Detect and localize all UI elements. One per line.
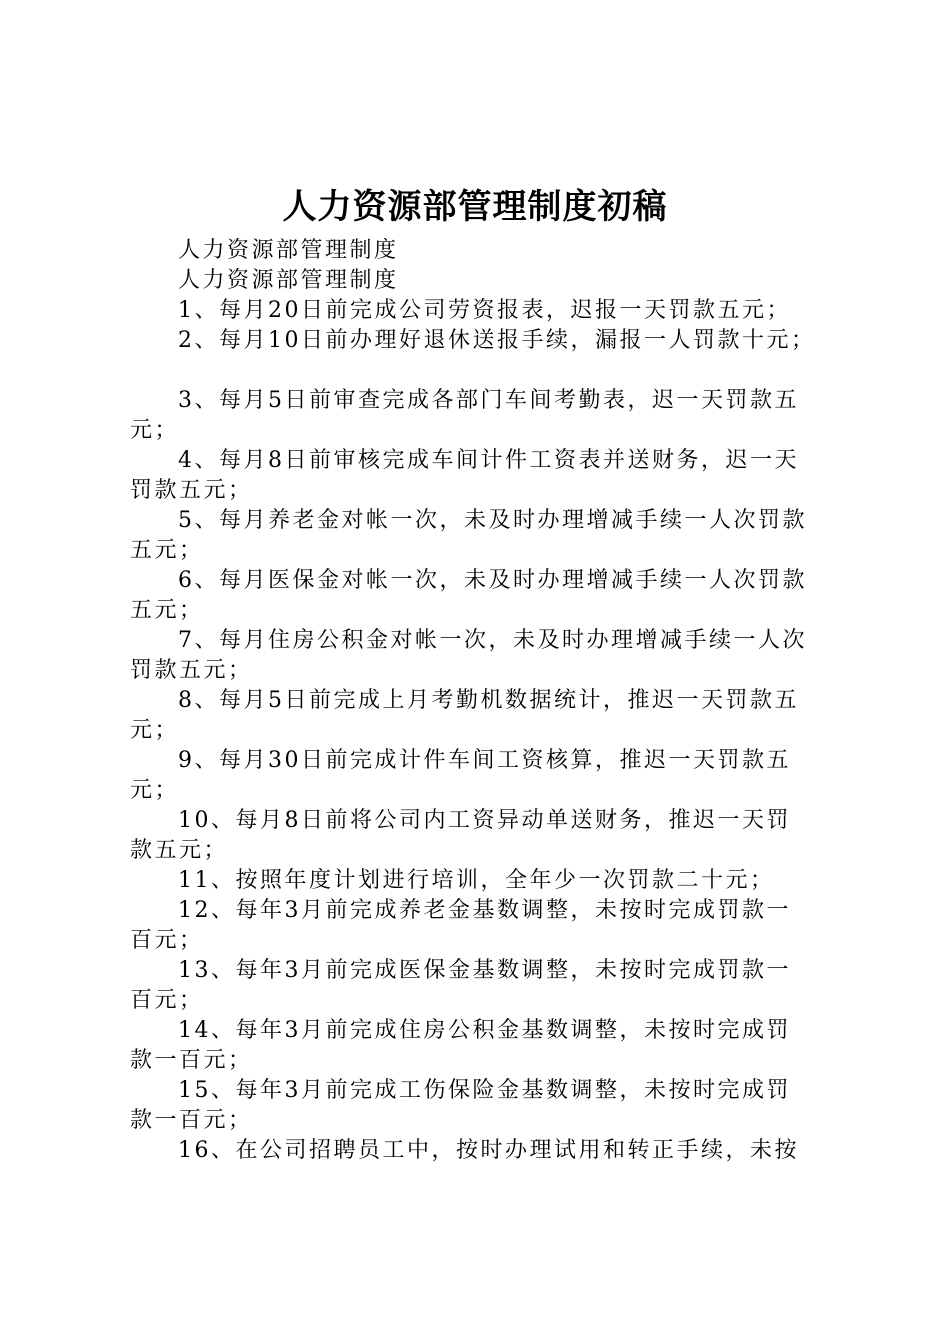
blank-line	[130, 356, 832, 386]
rule-item-7-continued: 罚款五元；	[130, 658, 253, 683]
rule-item-7: 7、每月住房公积金对帐一次，未及时办理增减手续一人次	[178, 628, 807, 653]
subtitle-line: 人力资源部管理制度	[178, 268, 399, 293]
rule-item-15: 15、每年3月前完成工伤保险金基数调整，未按时完成罚	[178, 1078, 791, 1103]
rule-item-13: 13、每年3月前完成医保金基数调整，未按时完成罚款一	[178, 958, 791, 983]
rule-item-12-continued: 百元；	[130, 928, 204, 953]
rule-item-8: 8、每月5日前完成上月考勤机数据统计，推迟一天罚款五	[178, 688, 799, 713]
rule-item-14: 14、每年3月前完成住房公积金基数调整，未按时完成罚	[178, 1018, 791, 1043]
rule-item-8-continued: 元；	[130, 718, 180, 743]
rule-item-10: 10、每月8日前将公司内工资异动单送财务，推迟一天罚	[178, 808, 791, 833]
rule-item-10-continued: 款五元；	[130, 838, 229, 863]
document-body	[130, 236, 832, 1166]
document-title: 人力资源部管理制度初稿	[282, 187, 668, 227]
rule-item-9-continued: 元；	[130, 778, 180, 803]
rule-item-11: 11、按照年度计划进行培训，全年少一次罚款二十元；	[178, 868, 775, 893]
rule-item-15-continued: 款一百元；	[130, 1108, 253, 1133]
rule-item-2: 2、每月10日前办理好退休送报手续，漏报一人罚款十元；	[178, 328, 816, 353]
rule-item-12: 12、每年3月前完成养老金基数调整，未按时完成罚款一	[178, 898, 791, 923]
rule-item-9: 9、每月30日前完成计件车间工资核算，推迟一天罚款五	[178, 748, 791, 773]
rule-item-1: 1、每月20日前完成公司劳资报表，迟报一天罚款五元；	[178, 298, 791, 323]
rule-item-3-continued: 元；	[130, 418, 180, 443]
rule-item-6: 6、每月医保金对帐一次，未及时办理增减手续一人次罚款	[178, 568, 807, 593]
rule-item-5: 5、每月养老金对帐一次，未及时办理增减手续一人次罚款	[178, 508, 807, 533]
rule-item-3: 3、每月5日前审查完成各部门车间考勤表，迟一天罚款五	[178, 388, 799, 413]
rule-item-6-continued: 五元；	[130, 598, 204, 623]
rule-item-13-continued: 百元；	[130, 988, 204, 1013]
rule-item-14-continued: 款一百元；	[130, 1048, 253, 1073]
subtitle-line: 人力资源部管理制度	[178, 238, 399, 263]
rule-item-5-continued: 五元；	[130, 538, 204, 563]
rule-item-4: 4、每月8日前审核完成车间计件工资表并送财务，迟一天	[178, 448, 799, 473]
rule-item-16: 16、在公司招聘员工中，按时办理试用和转正手续，未按	[178, 1138, 799, 1163]
rule-item-4-continued: 罚款五元；	[130, 478, 253, 503]
